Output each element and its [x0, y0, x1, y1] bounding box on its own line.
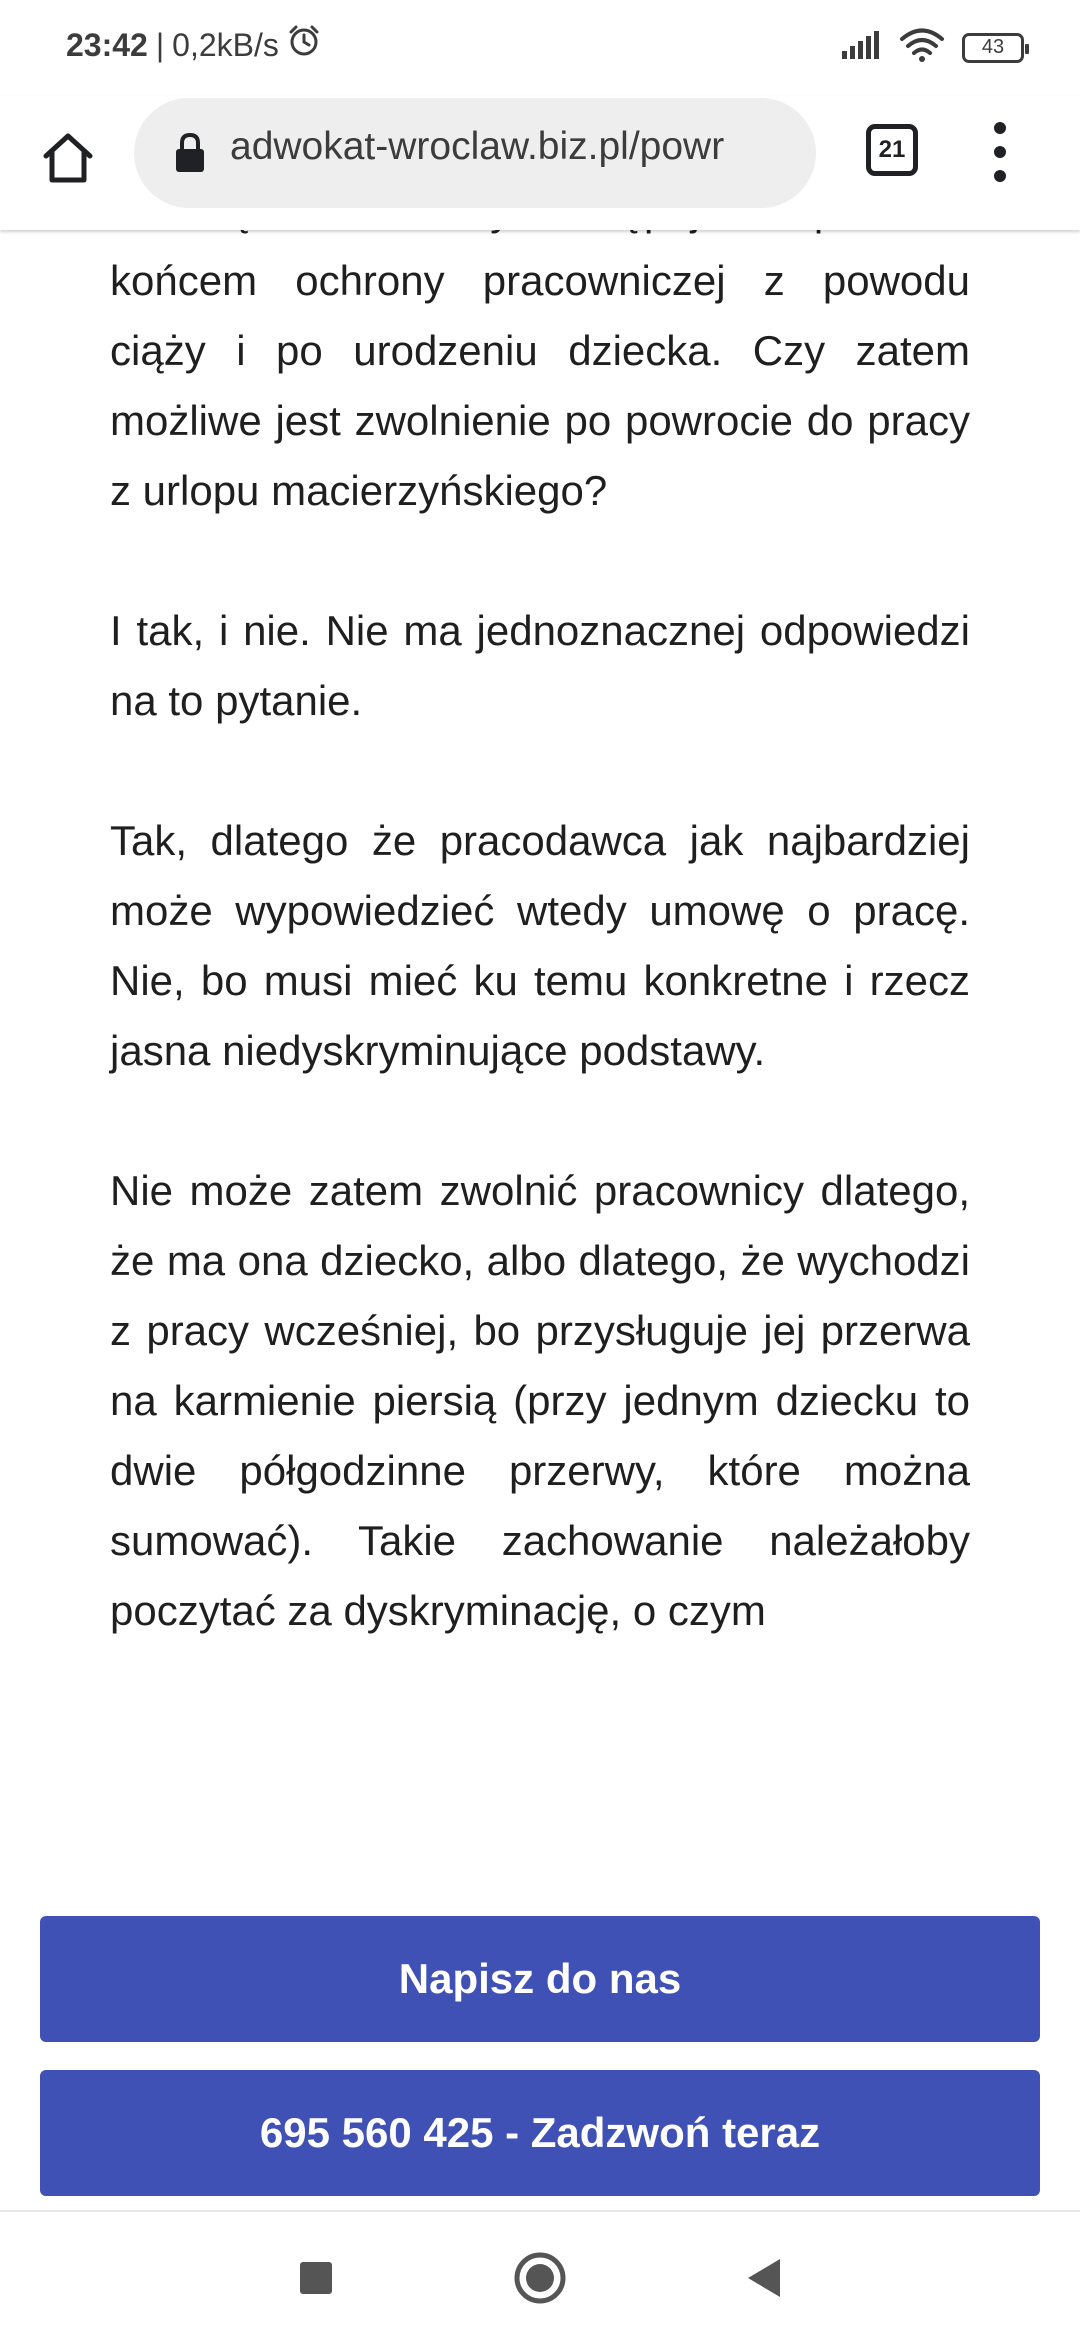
article-paragraph: I tak, i nie. Nie ma jednoznacznej odpowiedzi na to pytanie.	[110, 607, 970, 724]
status-bar	[0, 0, 1080, 96]
battery-level: 43	[981, 36, 1005, 58]
alarm-clock-icon	[287, 24, 321, 66]
home-button[interactable]	[36, 126, 100, 190]
address-bar[interactable]	[134, 98, 816, 208]
back-triangle-icon	[744, 2257, 784, 2299]
home-icon	[40, 130, 96, 186]
status-right	[842, 28, 1024, 67]
write-to-us-button[interactable]: Napisz do nas	[40, 1916, 1040, 2042]
recents-square-icon	[299, 2261, 333, 2295]
menu-dot	[994, 170, 1006, 182]
back-button[interactable]	[734, 2248, 794, 2308]
recents-button[interactable]	[286, 2248, 346, 2308]
tab-switcher-button[interactable]	[866, 124, 918, 176]
home-circle-icon	[512, 2250, 568, 2306]
status-time: 23:42	[66, 26, 148, 63]
navigation-bar	[0, 2210, 1080, 2342]
network-speed: 0,2kB/s	[172, 26, 279, 63]
article-paragraph: Nie może zatem zwolnić pracownicy dlatego, że ma ona dziecko, albo dlatego, że wychodzi z pracy wcześniej, bo przysługuje jej przerwa na karmienie piersią (przy jednym dziecku to dwie półgodzinne przerwy, które można sumować). Takie zachowanie należałoby poczytać za dyskryminację, o czym	[110, 1167, 970, 1634]
tab-count: 21	[878, 136, 906, 163]
lock-icon[interactable]	[174, 132, 206, 174]
status-separator: |	[155, 26, 165, 63]
article-content	[110, 230, 970, 1880]
battery-icon	[962, 33, 1024, 63]
status-left	[66, 24, 321, 66]
cellular-signal-icon	[842, 31, 882, 64]
call-now-button[interactable]: 695 560 425 - Zadzwoń teraz	[40, 2070, 1040, 2196]
article-paragraph: końcem ochrony pracowniczej z powodu ciąży i po urodzeniu dziecka. Czy zatem możliwe jest zwolnienie po powrocie do pracy z urlopu macierzyńskiego?	[110, 257, 970, 514]
wifi-icon	[900, 28, 944, 67]
url-text[interactable]: adwokat-wroclaw.biz.pl/powr	[230, 125, 725, 168]
browser-toolbar	[0, 96, 1080, 230]
system-home-button[interactable]	[510, 2248, 570, 2308]
article-paragraph: Tak, dlatego że pracodawca jak najbardziej może wypowiedzieć wtedy umowę o pracę. Nie, bo musi mieć ku temu konkretne i rzecz jasna niedyskryminujące podstawy.	[110, 817, 970, 1074]
menu-dot	[994, 146, 1006, 158]
menu-dot	[994, 122, 1006, 134]
more-vert-icon[interactable]	[976, 122, 1024, 182]
